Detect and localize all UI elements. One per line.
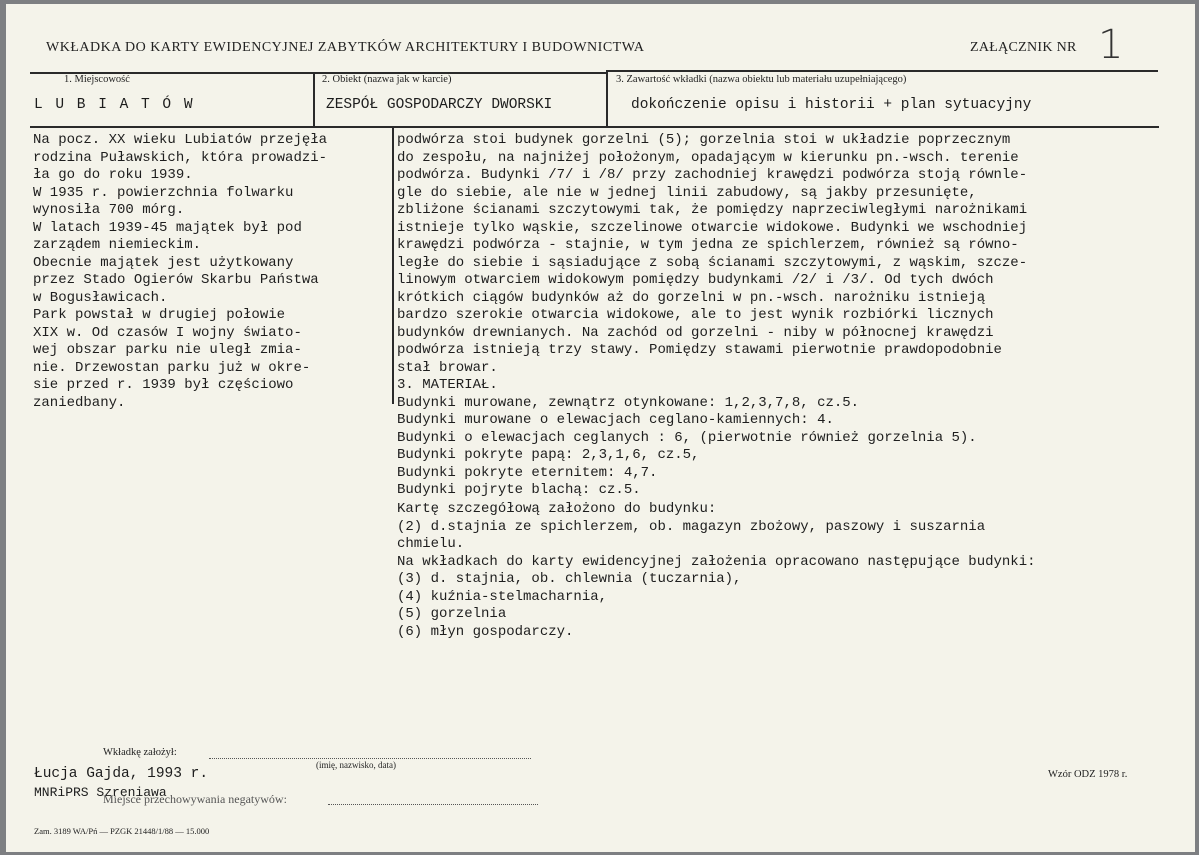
- text-line: W 1935 r. powierzchnia folwarku: [33, 184, 294, 201]
- text-line: budynków drewnianych. Na zachód od gorzelni - niby w północnej krawędzi: [397, 324, 994, 341]
- column-divider-2: [606, 70, 608, 128]
- text-line: Kartę szczegółową założono do budynku:: [397, 501, 717, 517]
- text-line: (3) d. stajnia, ob. chlewnia (tuczarnia),: [397, 571, 742, 587]
- text-line: zaniedbany.: [33, 394, 126, 411]
- print-info: Zam. 3189 WA/Pń — PZGK 21448/1/88 — 15.000: [34, 826, 210, 836]
- object-value: ZESPÓŁ GOSPODARCZY DWORSKI: [326, 97, 553, 113]
- text-line: Budynki pokryte eternitem: 4,7.: [397, 464, 658, 481]
- text-line: bardzo szerokie otwarcia widokowe, ale to jest wynik rozbiórki licznych: [397, 307, 994, 323]
- text-line: w Bogusławicach.: [33, 289, 168, 306]
- text-line: Obecnie majątek jest użytkowany: [33, 254, 294, 271]
- text-line: podwórza istnieją trzy stawy. Pomiędzy stawami pierwotnie prawdopodobnie: [397, 342, 1002, 358]
- text-line: (5) gorzelnia: [397, 606, 507, 622]
- text-line: wynosiła 700 mórg.: [33, 202, 185, 218]
- text-line: istnieje tylko wąskie, szczelinowe otwarcie widokowe. Budynki we wschodniej: [397, 219, 1028, 236]
- text-line: Budynki o elewacjach ceglanych : 6, (pierwotnie również gorzelnia 5).: [397, 429, 977, 446]
- content-value: dokończenie opisu i historii + plan sytuacyjny: [631, 97, 1032, 113]
- text-line: podwórza. Budynki /7/ i /8/ przy zachodniej krawędzi podwórza stoją równle-: [397, 167, 1028, 183]
- author-signature: Łucja Gajda, 1993 r.: [34, 766, 209, 782]
- text-line: ległe do siebie i sąsiadujące z sobą ścianami szczytowymi, z wąskim, szcze-: [397, 254, 1028, 271]
- building-list-column: [397, 501, 1036, 641]
- text-line: (2) d.stajnia ze spichlerzem, ob. magazyn zbożowy, paszowy i suszarnia: [397, 518, 986, 535]
- text-line: do zespołu, na najniżej położonym, opadającym w kierunku pn.-wsch. terenie: [397, 149, 1019, 166]
- place-value: L U B I A T Ó W: [34, 97, 195, 113]
- header-rule-right: [608, 70, 1158, 72]
- text-line: linowym otwarciem widokowym pomiędzy budynkami /2/ i /3/. Od tych dwóch: [397, 272, 994, 288]
- text-line: rodzina Puławskich, która prowadzi-: [33, 149, 328, 166]
- attachment-number: 1: [1098, 22, 1124, 68]
- object-label: 2. Obiekt (nazwa jak w karcie): [322, 74, 452, 85]
- attachment-label: ZAŁĄCZNIK NR: [970, 40, 1077, 55]
- text-line: (6) młyn gospodarczy.: [397, 623, 574, 640]
- storage-line: [328, 804, 538, 805]
- storage-label: Miejsce przechowywania negatywów:: [103, 792, 287, 806]
- text-line: przez Stado Ogierów Skarbu Państwa: [33, 272, 319, 288]
- text-line: zarządem niemieckim.: [33, 237, 202, 253]
- inserted-by-label: Wkładkę założył:: [103, 747, 177, 758]
- text-line: zbliżone ścianami szczytowymi tak, że pomiędzy naprzeciwległymi narożnikami: [397, 202, 1028, 218]
- text-line: (4) kuźnia-stelmacharnia,: [397, 588, 608, 605]
- column-divider-1: [313, 72, 315, 128]
- fields-bottom-rule: [30, 126, 1159, 128]
- text-line: Budynki murowane, zewnątrz otynkowane: 1,2,3,7,8, cz.5.: [397, 394, 860, 411]
- text-line: W latach 1939-45 majątek był pod: [33, 219, 302, 236]
- text-line: Budynki murowane o elewacjach ceglano-kamiennych: 4.: [397, 412, 834, 428]
- inventory-card-insert: [6, 4, 1195, 852]
- text-line: 3. MATERIAŁ.: [397, 377, 498, 393]
- text-line: Na pocz. XX wieku Lubiatów przejęła: [33, 132, 328, 148]
- text-line: nie. Drzewostan parku już w okre-: [33, 359, 311, 376]
- text-line: krawędzi podwórza - stajnie, w tym jedna ze spichlerzem, również są równo-: [397, 237, 1019, 253]
- text-line: sie przed r. 1939 był częściowo: [33, 377, 294, 393]
- form-title: WKŁADKA DO KARTY EWIDENCYJNEJ ZABYTKÓW ARCHITEKTURY I BUDOWNICTWA: [46, 40, 645, 55]
- content-label: 3. Zawartość wkładki (nazwa obiektu lub materiału uzupełniającego): [616, 74, 907, 85]
- history-text-column: [33, 132, 327, 412]
- description-text-column: [397, 132, 1027, 500]
- text-line: podwórza stoi budynek gorzelni (5); gorzelnia stoi w układzie poprzecznym: [397, 132, 1011, 148]
- text-line: ła go do roku 1939.: [33, 167, 193, 183]
- text-line: XIX w. Od czasów I wojny świato-: [33, 324, 302, 341]
- text-line: Budynki pojryte blachą: cz.5.: [397, 482, 641, 498]
- text-line: wej obszar parku nie uległ zmia-: [33, 342, 302, 358]
- storage-value: MNRiPRS Szreniawa: [34, 785, 167, 800]
- text-line: krótkich ciągów budynków aż do gorzelni w pn.-wsch. narożniku istnieją: [397, 289, 986, 306]
- text-line: Na wkładkach do karty ewidencyjnej założenia opracowano następujące budynki:: [397, 553, 1036, 570]
- text-line: Park powstał w drugiej połowie: [33, 307, 286, 323]
- name-hint: (imię, nazwisko, data): [316, 760, 396, 770]
- text-line: gle do siebie, ale nie w jednej linii zabudowy, są jakby przesunięte,: [397, 184, 977, 201]
- form-model: Wzór ODZ 1978 r.: [1048, 769, 1128, 780]
- body-column-divider: [392, 128, 394, 404]
- inserted-by-line: [209, 758, 531, 759]
- text-line: chmielu.: [397, 536, 465, 552]
- place-label: 1. Miejscowość: [64, 74, 130, 85]
- text-line: Budynki pokryte papą: 2,3,1,6, cz.5,: [397, 447, 700, 463]
- text-line: stał browar.: [397, 359, 498, 376]
